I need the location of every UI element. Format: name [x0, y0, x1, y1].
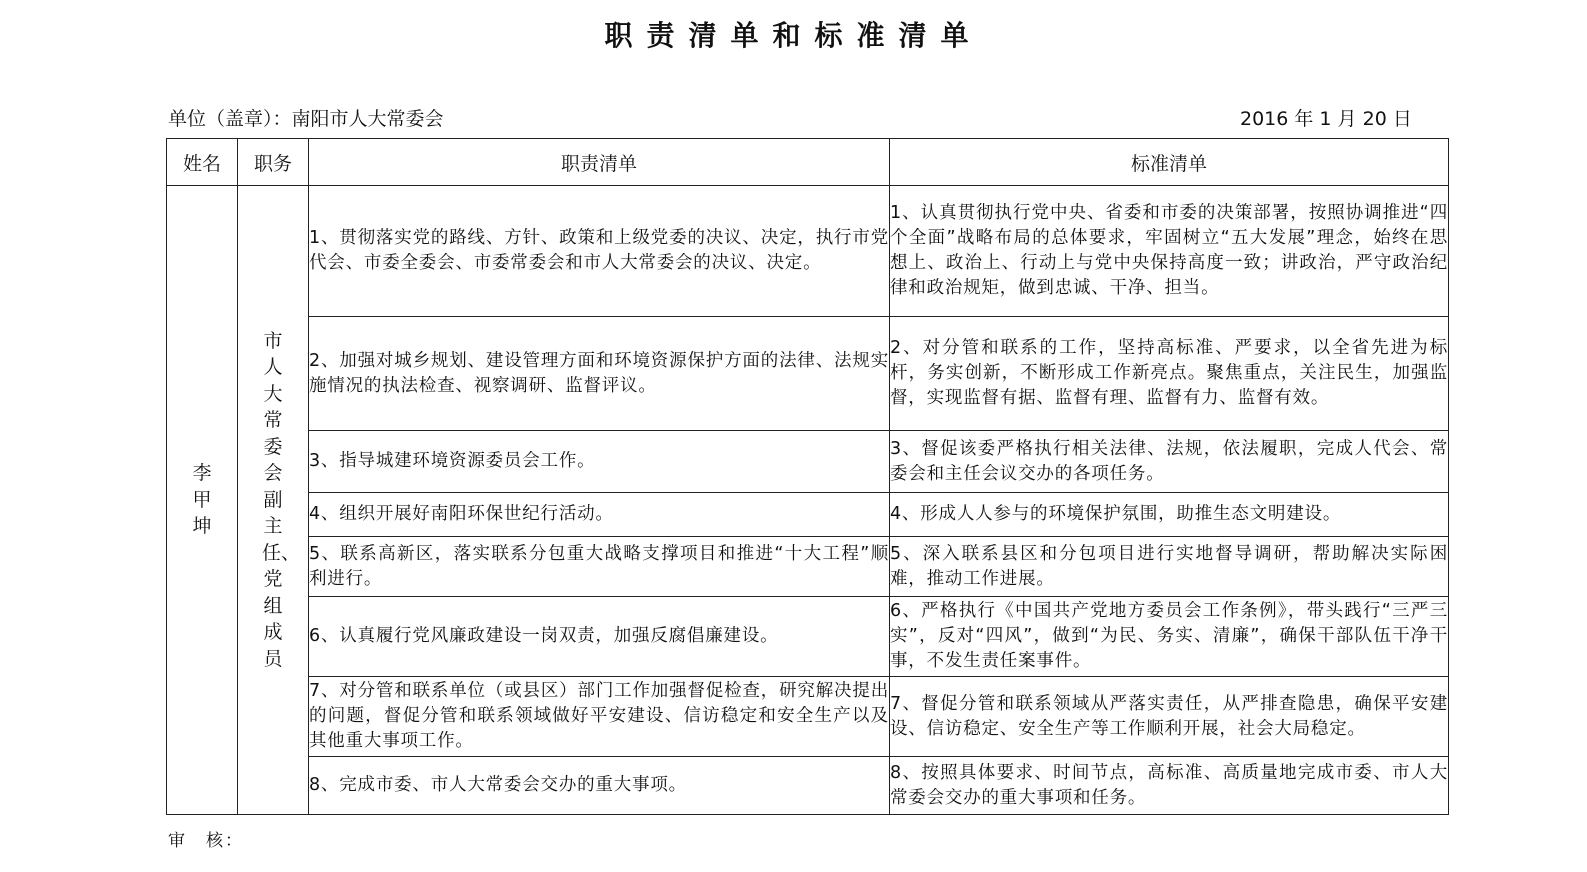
table-row — [167, 757, 1449, 815]
duty-cell: 3、指导城建环境资源委员会工作。 — [309, 431, 890, 493]
review-label: 审 核： — [168, 831, 244, 851]
duty-cell: 4、组织开展好南阳环保世纪行活动。 — [309, 493, 890, 537]
header-name: 姓名 — [167, 139, 238, 186]
table-row — [167, 317, 1449, 431]
duty-cell: 8、完成市委、市人大常委会交办的重大事项。 — [309, 757, 890, 815]
header-role: 职务 — [238, 139, 309, 186]
table-row — [167, 431, 1449, 493]
table-row — [167, 493, 1449, 537]
standard-cell: 4、形成人人参与的环境保护氛围，助推生态文明建设。 — [890, 493, 1449, 537]
table-row — [167, 186, 1449, 317]
standard-cell: 1、认真贯彻执行党中央、省委和市委的决策部署，按照协调推进“四个全面”战略布局的总体要求，牢固树立“五大发展”理念，始终在思想上、政治上、行动上与党中央保持高度一致；讲政治，严守政治纪律和政治规矩，做到忠诚、干净、担当。 — [890, 186, 1449, 317]
table-row — [167, 597, 1449, 677]
document-date: 2016 年 1 月 20 日 — [1240, 108, 1412, 130]
document-title: 职责清单和标准清单 — [604, 19, 983, 52]
person-name-cell — [167, 186, 238, 815]
standard-cell: 3、督促该委严格执行相关法律、法规，依法履职，完成人代会、常委会和主任会议交办的各项任务。 — [890, 431, 1449, 493]
header-duties: 职责清单 — [309, 139, 890, 186]
table-row — [167, 677, 1449, 757]
standard-cell: 6、严格执行《中国共产党地方委员会工作条例》，带头践行“三严三实”，反对“四风”，做到“为民、务实、清廉”，确保干部队伍干净干事，不发生责任案事件。 — [890, 597, 1449, 677]
header-standards: 标准清单 — [890, 139, 1449, 186]
person-role: 市人大常委会副主任、党组成员 — [262, 329, 301, 670]
table-row — [167, 537, 1449, 597]
standard-cell: 8、按照具体要求、时间节点，高标准、高质量地完成市委、市人大常委会交办的重大事项和任务。 — [890, 757, 1449, 815]
duty-cell: 7、对分管和联系单位（或县区）部门工作加强督促检查，研究解决提出的问题，督促分管和联系领域做好平安建设、信访稳定和安全生产以及其他重大事项工作。 — [309, 677, 890, 757]
person-name: 李甲坤 — [192, 462, 212, 538]
duty-cell: 6、认真履行党风廉政建设一岗双责，加强反腐倡廉建设。 — [309, 597, 890, 677]
table-header-row — [167, 139, 1449, 186]
unit-label: 单位（盖章）：南阳市人大常委会 — [168, 108, 444, 130]
standard-cell: 7、督促分管和联系领域从严落实责任，从严排查隐患，确保平安建设、信访稳定、安全生产等工作顺利开展，社会大局稳定。 — [890, 677, 1449, 757]
person-role-cell — [238, 186, 309, 815]
duty-cell: 2、加强对城乡规划、建设管理方面和环境资源保护方面的法律、法规实施情况的执法检查、视察调研、监督评议。 — [309, 317, 890, 431]
duty-table — [166, 138, 1449, 815]
duty-cell: 5、联系高新区，落实联系分包重大战略支撑项目和推进“十大工程”顺利进行。 — [309, 537, 890, 597]
standard-cell: 5、深入联系县区和分包项目进行实地督导调研，帮助解决实际困难，推动工作进展。 — [890, 537, 1449, 597]
duty-cell: 1、贯彻落实党的路线、方针、政策和上级党委的决议、决定，执行市党代会、市委全委会、市委常委会和市人大常委会的决议、决定。 — [309, 186, 890, 317]
standard-cell: 2、对分管和联系的工作，坚持高标准、严要求，以全省先进为标杆，务实创新，不断形成工作新亮点。聚焦重点，关注民生，加强监督，实现监督有据、监督有理、监督有力、监督有效。 — [890, 317, 1449, 431]
